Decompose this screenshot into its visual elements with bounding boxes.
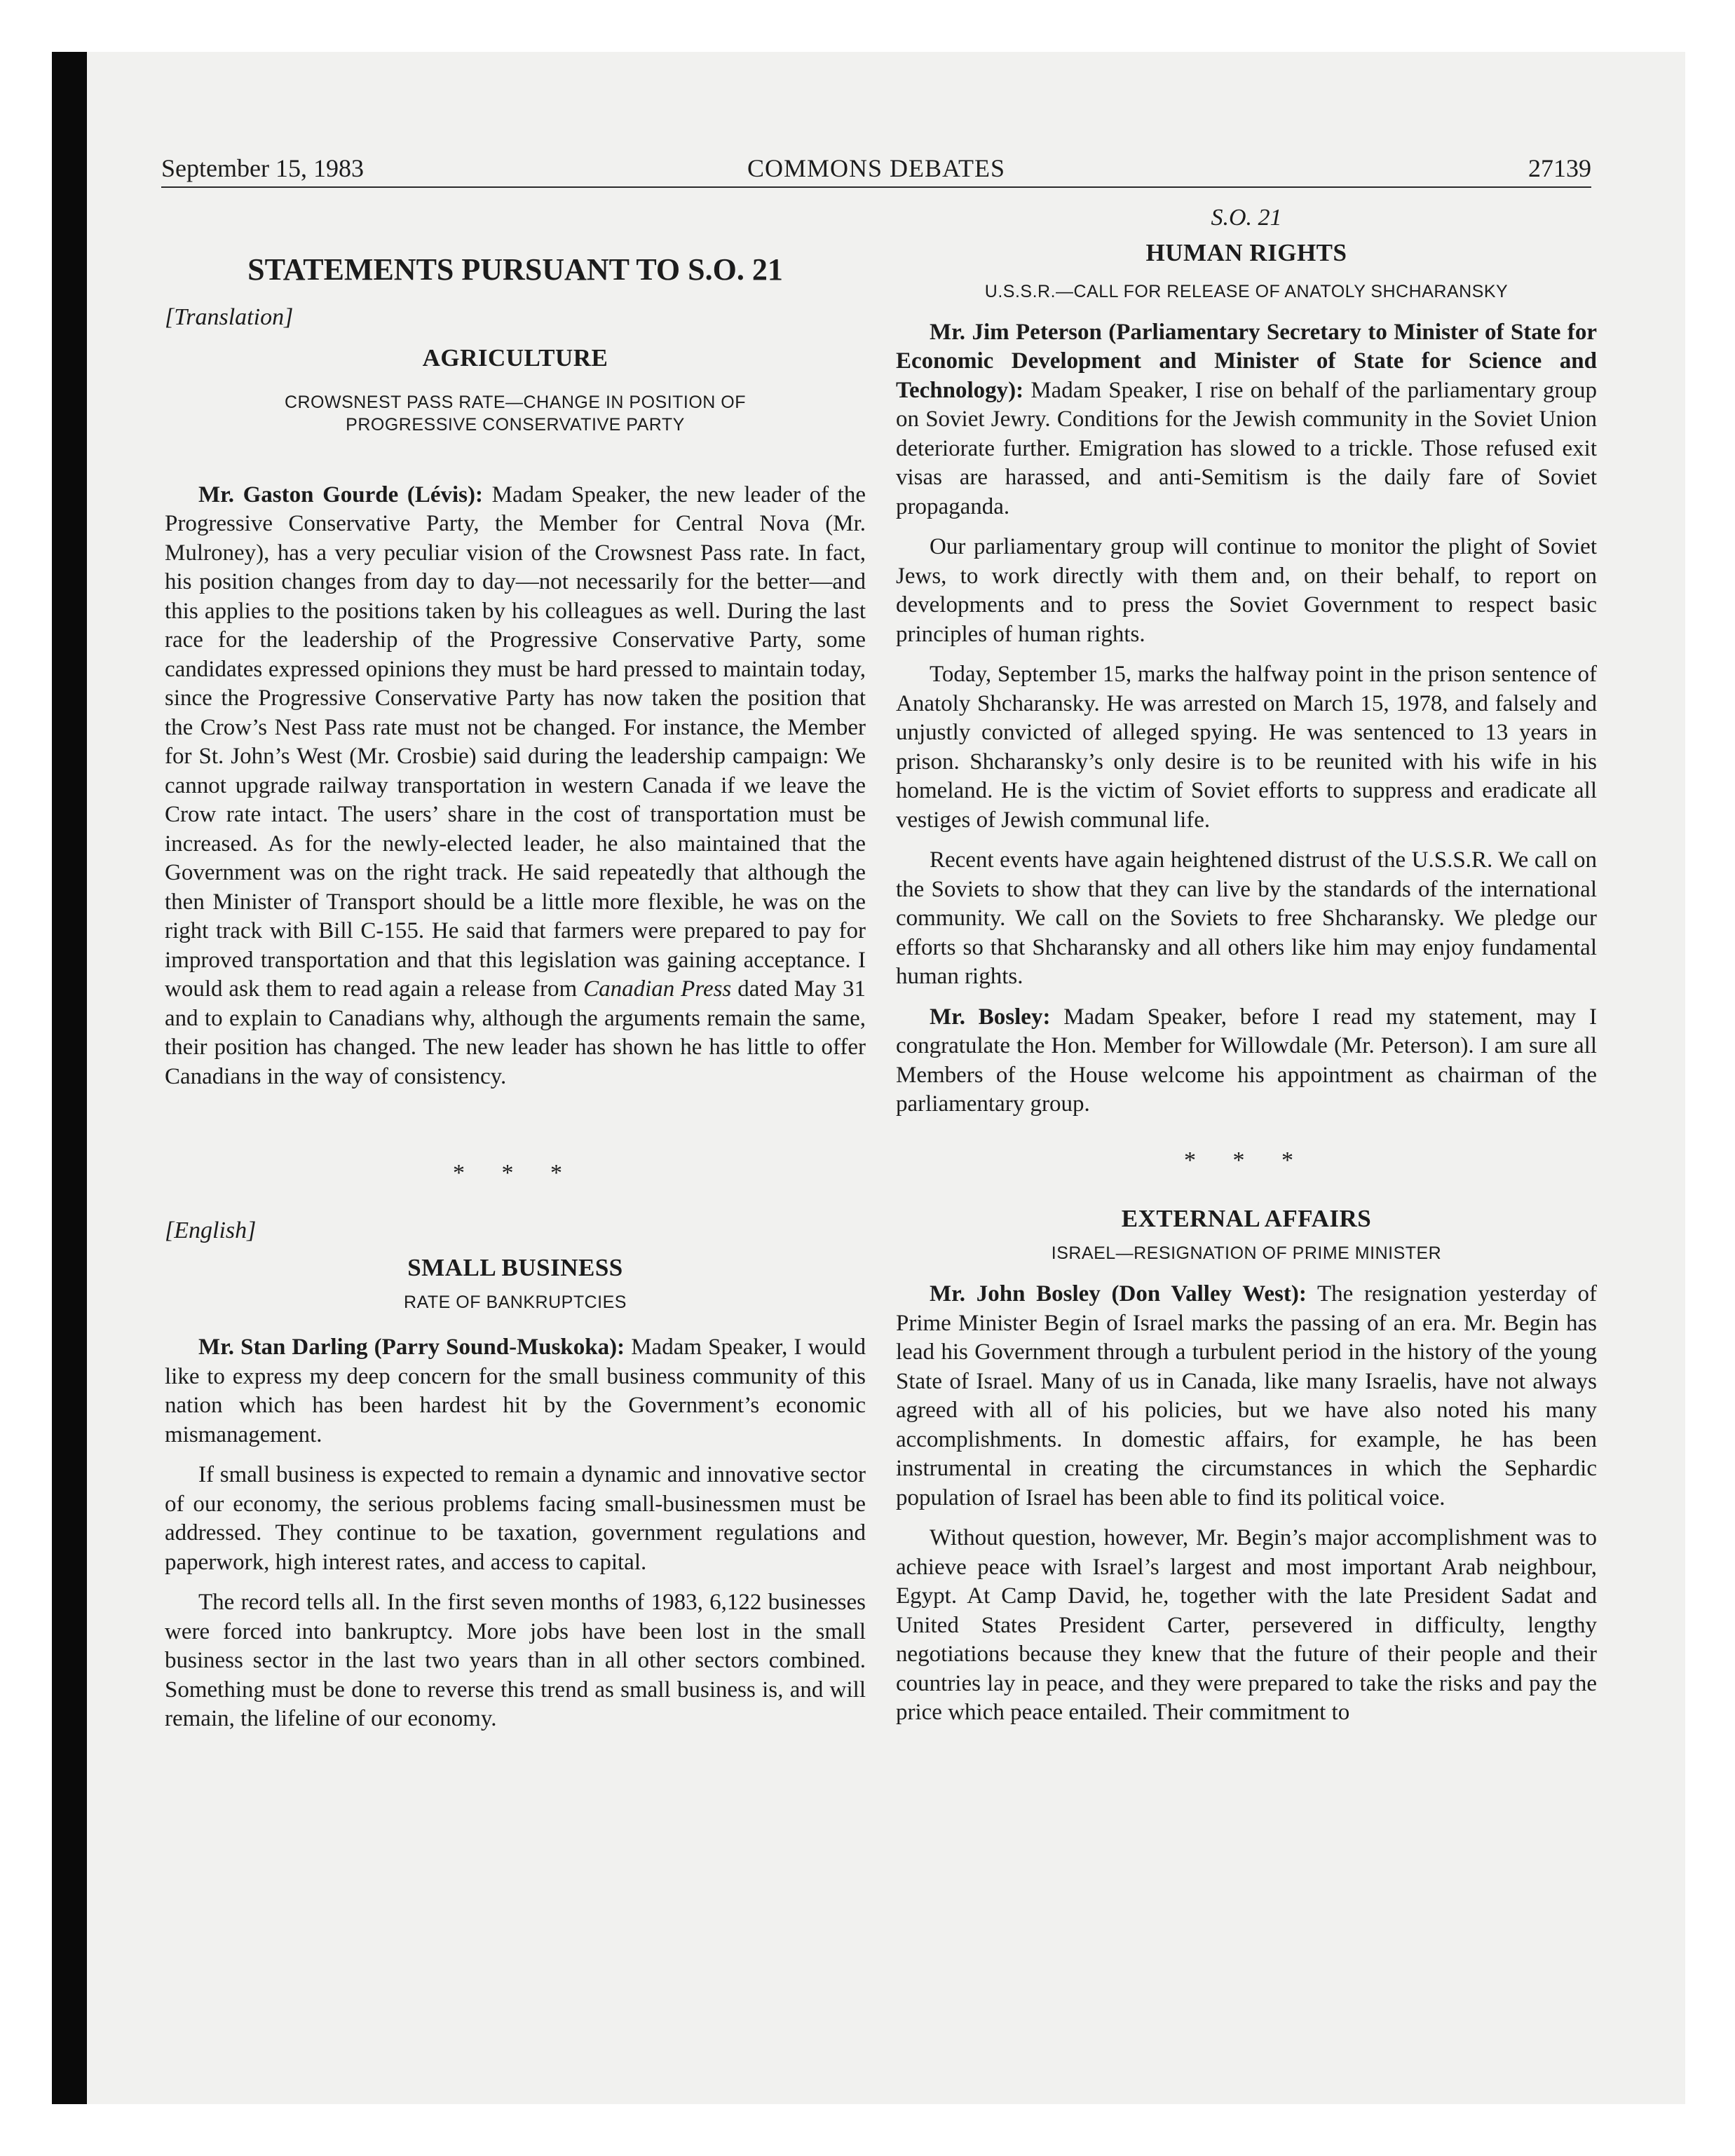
human-rights-subheading: U.S.S.R.—CALL FOR RELEASE OF ANATOLY SHCHARANSKY <box>984 281 1509 301</box>
gourde-text-b: dated May 31 and to explain to Canadians why, although the arguments remain the same, their position has changed. The new leader has shown he has little to offer Canadians in the way of consistency. <box>165 976 866 1089</box>
external-affairs-heading: EXTERNAL AFFAIRS <box>1121 1205 1372 1232</box>
speaker-darling: Mr. Stan Darling (Parry Sound-Muskoka): <box>198 1335 625 1360</box>
small-business-subheading: RATE OF BANKRUPTCIES <box>404 1292 627 1312</box>
speaker-peterson: Mr. Jim Peterson (Parliamentary Secretary to Minister of State for Economic Development and Minister of State for Science and Technology): <box>896 319 1597 403</box>
bosley-remark-text: Madam Speaker, before I read my statement, may I congratulate the Hon. Member for Willowdale (Mr. Peterson). I am sure all Members of the House welcome his appointment as chairman of the parliamentary group. <box>896 1004 1597 1117</box>
darling-para2: If small business is expected to remain a dynamic and innovative sector of our economy, the serious problems facing small-businessmen must be addressed. They continue to be taxation, government regulations and paperwork, high interest rates, and access to capital. <box>165 1462 866 1575</box>
darling-para1: Madam Speaker, I would like to express my deep concern for the small business community of this nation which has been hardest hit by the Government’s economic mismanagement. <box>165 1335 866 1447</box>
peterson-para4: Recent events have again heightened distrust of the U.S.S.R. We call on the Soviets to show that they can live by the standards of the international community. We call on the Soviets to free Shcharansky. We pledge our efforts so that Shcharansky and all others like him may enjoy fundamental human rights. <box>896 847 1597 989</box>
darling-para3: The record tells all. In the first seven months of 1983, 6,122 businesses were forced into bankruptcy. More jobs have been lost in the small business sector in the last two years than in all other sectors combined. Something must be done to reverse this trend as small business is, and will remain, the lifeline of our economy. <box>165 1590 866 1731</box>
main-heading: STATEMENTS PURSUANT TO S.O. 21 <box>247 252 783 287</box>
agriculture-subheading-line2: PROGRESSIVE CONSERVATIVE PARTY <box>346 414 685 435</box>
gourde-statement <box>165 481 866 1092</box>
peterson-para1: Madam Speaker, I rise on behalf of the parliamentary group on Soviet Jewry. Conditions for the Jewish community in the Soviet Union deteriorate further. Emigration has slowed to a trickle. Those refused exit visas are harassed, and anti-Semitism is the daily fare of Soviet propaganda. <box>896 377 1597 519</box>
gourde-text-a: Madam Speaker, the new leader of the Progressive Conservative Party, the Member for Central Nova (Mr. Mulroney), has a very peculiar vision of the Crowsnest Pass rate. In fact, his position changes from day to day—not necessarily for the better—and this applies to the positions taken by his colleagues as well. During the last race for the leadership of the Progressive Conservative Party, some candidates expressed opinions they must be hard pressed to maintain today, since the Progressive Conservative Party has now taken the position that the Crow’s Nest Pass rate must not be changed. For instance, the Member for St. John’s West (Mr. Crosbie) said during the leadership campaign: We cannot upgrade railway transportation in western Canada if we leave the Crow rate intact. The users’ share in the cost of transportation must be increased. As for the newly-elected leader, he also maintained that the Government was on the right track. He said repeatedly that although the then Minister of Transport should be a little more flexible, he was on the right track with Bill C-155. He said that farmers were prepared to pay for improved transportation and that this legislation was gaining acceptance. I would ask them to read again a release from <box>165 482 866 1002</box>
bosley-para1: The resignation yesterday of Prime Minister Begin of Israel marks the passing of an era. Mr. Begin has lead his Government through a turbulent period in the history of the young State of Israel. Many of us in Canada, like many Israelis, have not always agreed with all of his policies, but we have also noted his many accomplishments. In domestic affairs, for example, he has been instrumental in creating the circumstances in which the Sephardic population of Israel has been able to find its political voice. <box>896 1281 1597 1510</box>
canadian-press: Canadian Press <box>583 976 732 1002</box>
agriculture-heading: AGRICULTURE <box>422 343 608 371</box>
header-date: September 15, 1983 <box>161 154 364 182</box>
human-rights-heading: HUMAN RIGHTS <box>1145 238 1347 266</box>
agriculture-subheading-line1: CROWSNEST PASS RATE—CHANGE IN POSITION OF <box>284 392 747 412</box>
so-label: S.O. 21 <box>1211 205 1282 231</box>
section-separator-stars: * * * <box>453 1160 578 1186</box>
header-title: COMMONS DEBATES <box>747 154 1006 182</box>
external-affairs-subheading: ISRAEL—RESIGNATION OF PRIME MINISTER <box>1051 1243 1442 1263</box>
peterson-para2: Our parliamentary group will continue to monitor the plight of Soviet Jews, to work directly with them and, on their behalf, to report on developments and to press the Soviet Government to respect basic principles of human rights. <box>896 534 1597 647</box>
peterson-para3: Today, September 15, marks the halfway point in the prison sentence of Anatoly Shcharansky. He was arrested on March 15, 1978, and falsely and unjustly convicted of alleged spying. He was sentenced to 13 years in prison. Shcharansky’s only desire is to be reunited with his wife in his homeland. He is the victim of Soviet efforts to suppress and eradicate all vestiges of Jewish communal life. <box>896 662 1597 833</box>
bosley-remark <box>896 1003 1597 1119</box>
translation-tag: [Translation] <box>165 304 294 330</box>
binding-edge <box>52 52 87 2104</box>
peterson-statement <box>896 318 1597 522</box>
small-business-heading: SMALL BUSINESS <box>407 1254 623 1281</box>
bosley-para2: Without question, however, Mr. Begin’s major accomplishment was to achieve peace with Israel’s largest and most important Arab neighbour, Egypt. At Camp David, he, together with the late President Sadat and United States President Carter, persevered in difficulty, lengthy negotiations because they knew that the future of their people and their countries lay in peace, and they were prepared to take the risks and pay the price which peace entailed. Their commitment to <box>896 1525 1597 1725</box>
right-column <box>896 203 1597 1739</box>
header-rule <box>161 186 1591 188</box>
speaker-gourde: Mr. Gaston Gourde (Lévis): <box>198 482 484 507</box>
english-tag: [English] <box>165 1217 257 1243</box>
speaker-john-bosley: Mr. John Bosley (Don Valley West): <box>930 1281 1307 1306</box>
page-header <box>161 153 1591 184</box>
speaker-bosley: Mr. Bosley: <box>930 1004 1051 1030</box>
header-page-number: 27139 <box>1528 154 1591 182</box>
left-column <box>165 203 866 1745</box>
darling-statement <box>165 1333 866 1449</box>
section-separator-stars-right: * * * <box>1184 1147 1309 1173</box>
bosley-statement <box>896 1280 1597 1513</box>
